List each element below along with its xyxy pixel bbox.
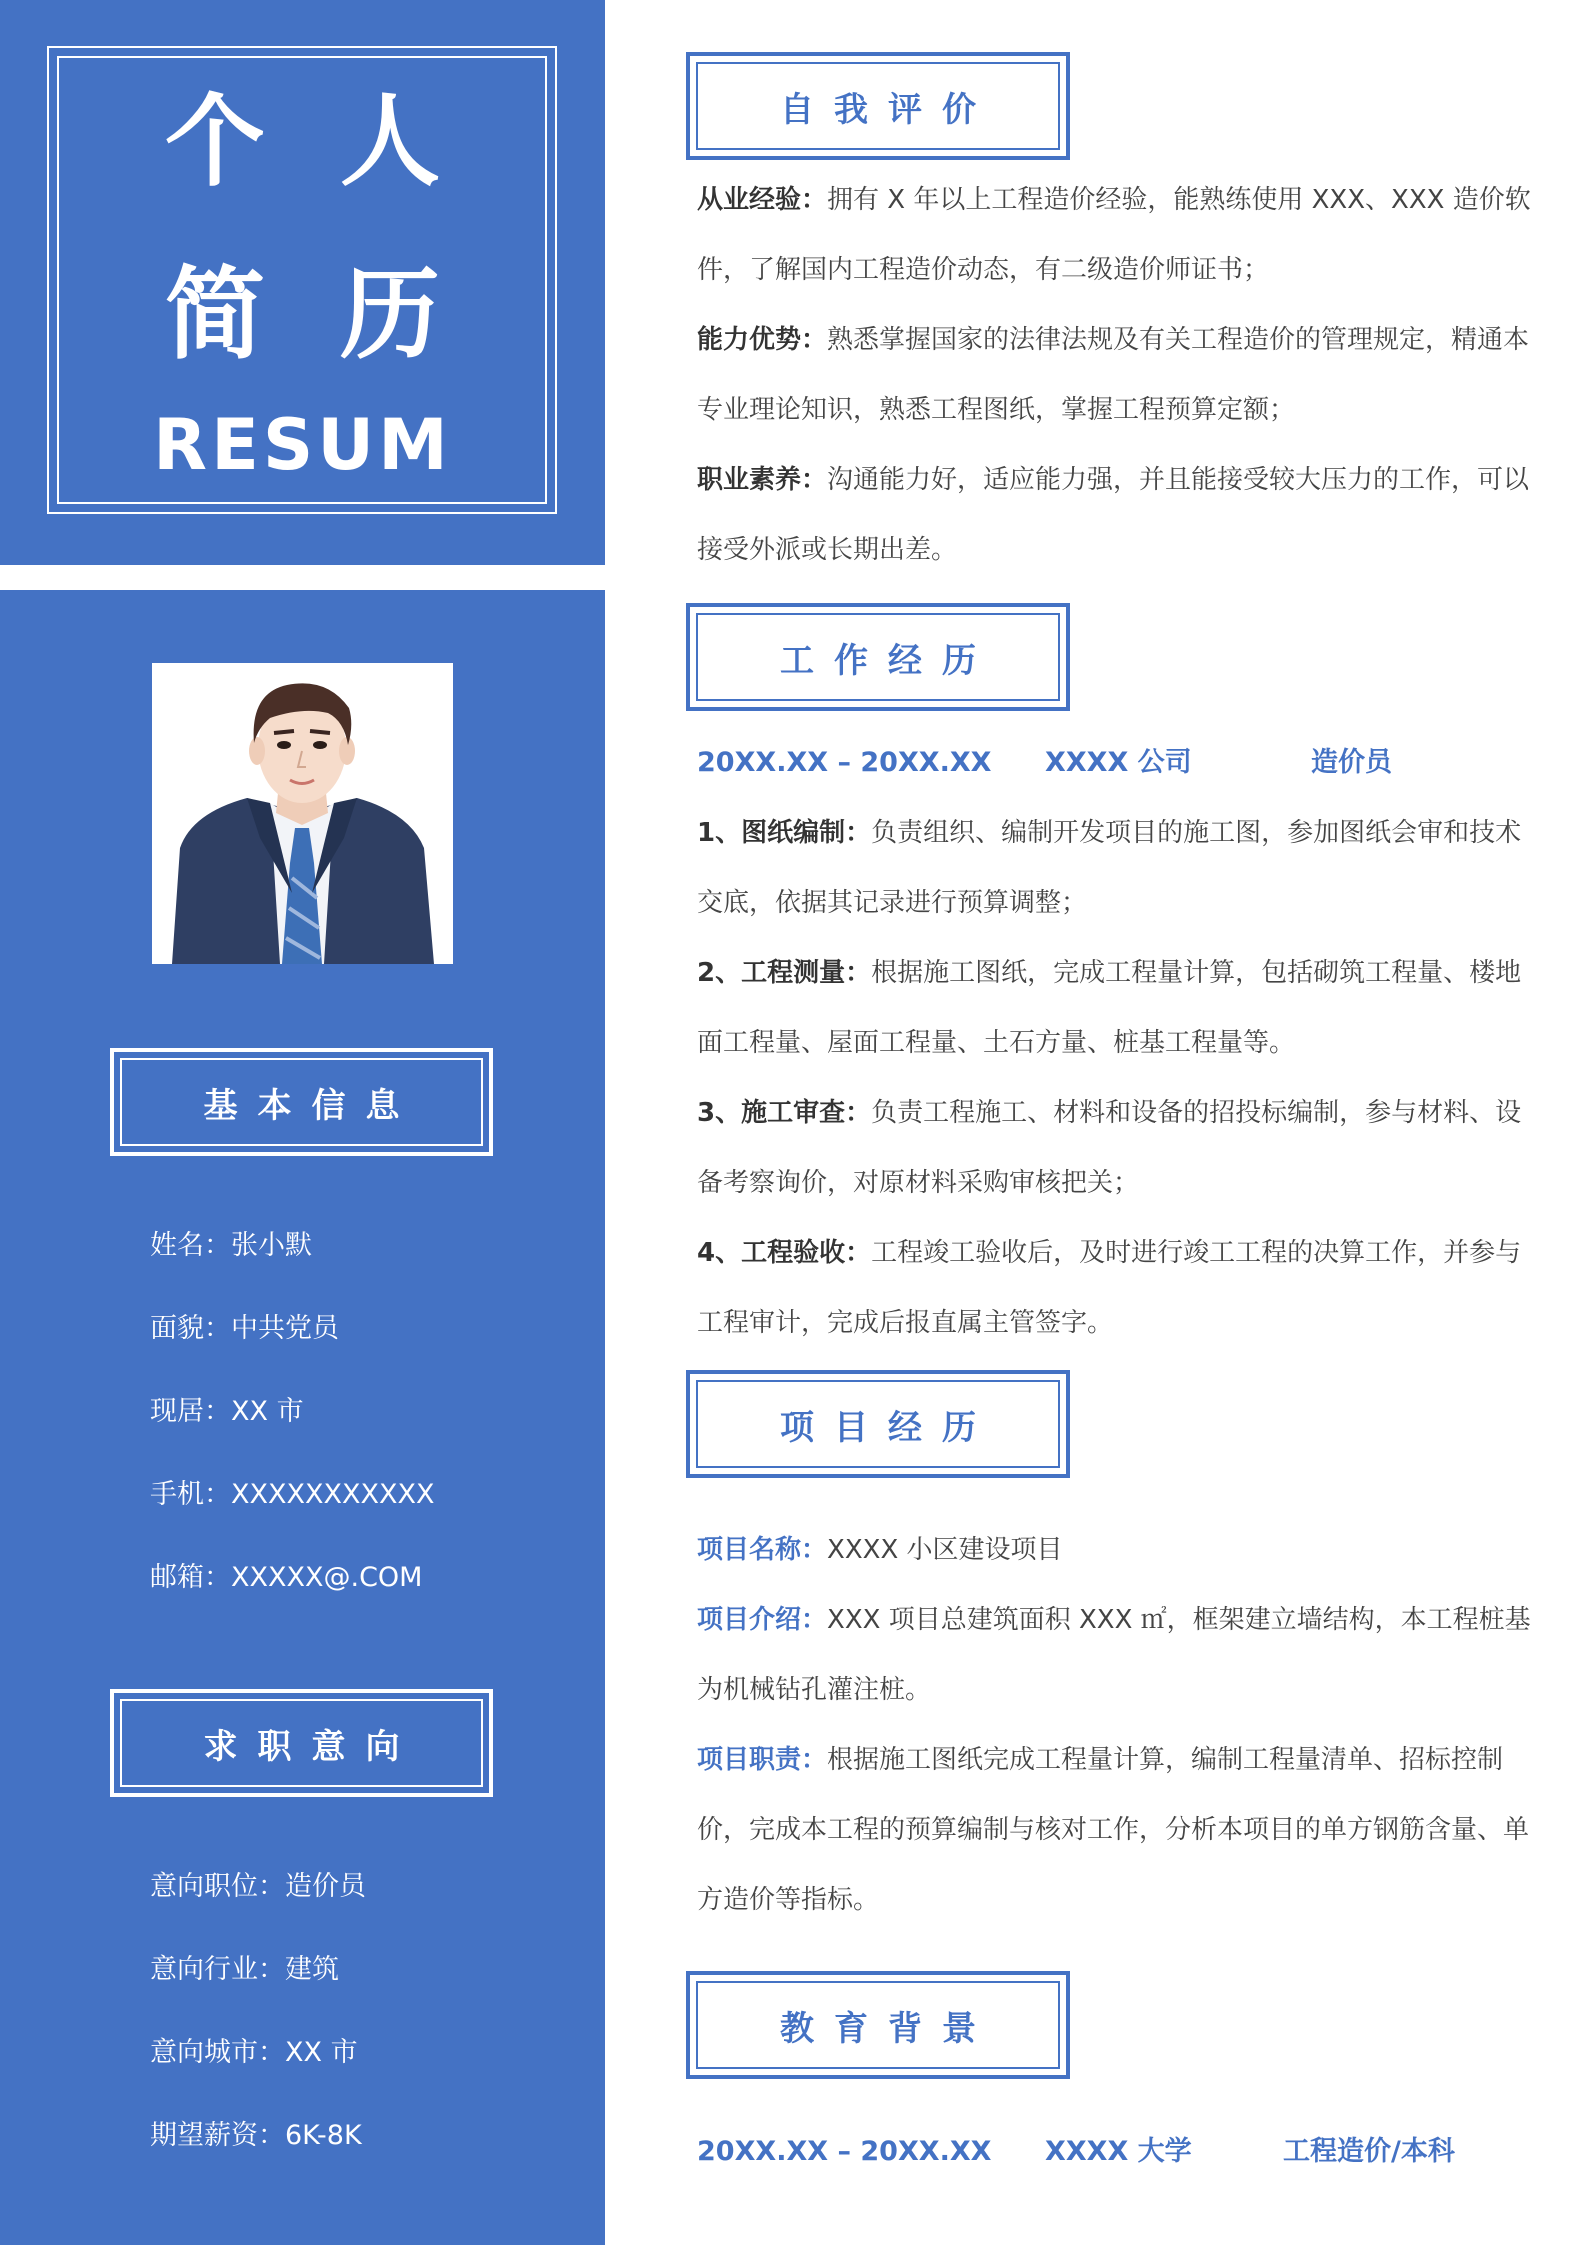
education-heading-label: 教育背景 (696, 1981, 1060, 2069)
info-value: 中共党员 (231, 1313, 339, 1344)
intent-value: 造价员 (285, 1871, 366, 1902)
work-position: 造价员 (1311, 747, 1392, 778)
info-value: 张小默 (231, 1230, 312, 1261)
intent-label: 期望薪资： (150, 2120, 285, 2151)
title-char: 人 (340, 83, 440, 200)
info-label: 现居： (150, 1396, 231, 1427)
intent-row-industry (150, 1950, 339, 1990)
work-item (697, 798, 1542, 938)
title-english: RESUM (153, 404, 452, 486)
item-text: 根据施工图纸完成工程量计算，编制工程量清单、招标控制价，完成本工程的预算编制与核对工作，分析本项目的单方钢筋含量、单方造价等指标。 (697, 1745, 1530, 1915)
item-label: 项目介绍： (697, 1605, 828, 1635)
info-row-politics (150, 1309, 339, 1349)
project-duties (697, 1725, 1542, 1935)
info-value: XXXXX@.COM (231, 1562, 423, 1593)
item-label: 项目名称： (697, 1535, 828, 1565)
info-row-residence (150, 1392, 304, 1432)
item-label: 能力优势： (697, 325, 828, 355)
item-text: 负责组织、编制开发项目的施工图，参加图纸会审和技术交底，依据其记录进行预算调整； (697, 818, 1522, 918)
work-heading-label: 工作经历 (696, 613, 1060, 701)
item-text: 负责工程施工、材料和设备的招投标编制，参与材料、设备考察询价，对原材料采购审核把关； (697, 1098, 1522, 1198)
basic-info-heading-label: 基本信息 (120, 1058, 483, 1146)
info-row-phone (150, 1475, 434, 1515)
work-item (697, 1218, 1542, 1358)
project-name (697, 1515, 1542, 1585)
work-heading (686, 603, 1070, 711)
info-row-email (150, 1558, 422, 1598)
info-label: 面貌： (150, 1313, 231, 1344)
intent-label: 意向城市： (150, 2037, 285, 2068)
self-eval-experience (697, 165, 1542, 305)
intent-row-city (150, 2033, 358, 2073)
item-label: 1、图纸编制： (697, 818, 872, 848)
job-intent-heading (110, 1689, 493, 1797)
education-heading (686, 1971, 1070, 2079)
item-text: 沟通能力好，适应能力强，并且能接受较大压力的工作，可以接受外派或长期出差。 (697, 465, 1530, 565)
info-value: XXXXXXXXXXX (231, 1479, 435, 1510)
title-char: 简 (165, 256, 265, 373)
info-label: 姓名： (150, 1230, 231, 1261)
avatar-illustration (152, 663, 453, 964)
self-eval-heading-label: 自我评价 (696, 62, 1060, 150)
project-heading (686, 1370, 1070, 1478)
work-company: XXXX 公司 (1045, 747, 1192, 778)
item-label: 从业经验： (697, 185, 828, 215)
work-item (697, 938, 1542, 1078)
item-label: 2、工程测量： (697, 958, 872, 988)
self-eval-professionalism (697, 445, 1542, 585)
job-intent-heading-label: 求职意向 (120, 1699, 483, 1787)
education-major: 工程造价/本科 (1283, 2136, 1455, 2167)
intent-value: 建筑 (285, 1954, 339, 1985)
item-label: 项目职责： (697, 1745, 828, 1775)
info-label: 手机： (150, 1479, 231, 1510)
intent-value: XX 市 (285, 2037, 358, 2068)
education-school: XXXX 大学 (1045, 2136, 1192, 2167)
item-label: 3、施工审查： (697, 1098, 872, 1128)
profile-photo (152, 663, 453, 964)
intent-value: 6K-8K (285, 2120, 362, 2151)
item-label: 职业素养： (697, 465, 828, 495)
work-period: 20XX.XX – 20XX.XX (697, 747, 992, 778)
item-text: XXXX 小区建设项目 (827, 1535, 1063, 1565)
intent-label: 意向职位： (150, 1871, 285, 1902)
basic-info-heading (110, 1048, 493, 1156)
info-label: 邮箱： (150, 1562, 231, 1593)
intent-label: 意向行业： (150, 1954, 285, 1985)
info-row-name (150, 1226, 312, 1266)
project-intro (697, 1585, 1542, 1725)
intent-row-salary (150, 2116, 362, 2156)
project-heading-label: 项目经历 (696, 1380, 1060, 1468)
item-text: 熟悉掌握国家的法律法规及有关工程造价的管理规定，精通本专业理论知识，熟悉工程图纸，掌握工程预算定额； (697, 325, 1530, 425)
education-period: 20XX.XX – 20XX.XX (697, 2136, 992, 2167)
item-text: 拥有 X 年以上工程造价经验，能熟练使用 XXX、XXX 造价软件，了解国内工程造价动态，有二级造价师证书； (697, 185, 1531, 285)
item-text: 工程竣工验收后，及时进行竣工工程的决算工作，并参与工程审计，完成后报直属主管签字。 (697, 1238, 1522, 1338)
item-text: XXX 项目总建筑面积 XXX ㎡，框架建立墙结构，本工程桩基为机械钻孔灌注桩。 (697, 1605, 1531, 1705)
info-value: XX 市 (231, 1396, 304, 1427)
self-eval-strengths (697, 305, 1542, 445)
intent-row-position (150, 1867, 366, 1907)
work-item (697, 1078, 1542, 1218)
item-text: 根据施工图纸，完成工程量计算，包括砌筑工程量、楼地面工程量、屋面工程量、土石方量、桩基工程量等。 (697, 958, 1522, 1058)
item-label: 4、工程验收： (697, 1238, 872, 1268)
title-char: 个 (165, 83, 265, 200)
self-eval-heading (686, 52, 1070, 160)
title-char: 历 (340, 256, 440, 373)
